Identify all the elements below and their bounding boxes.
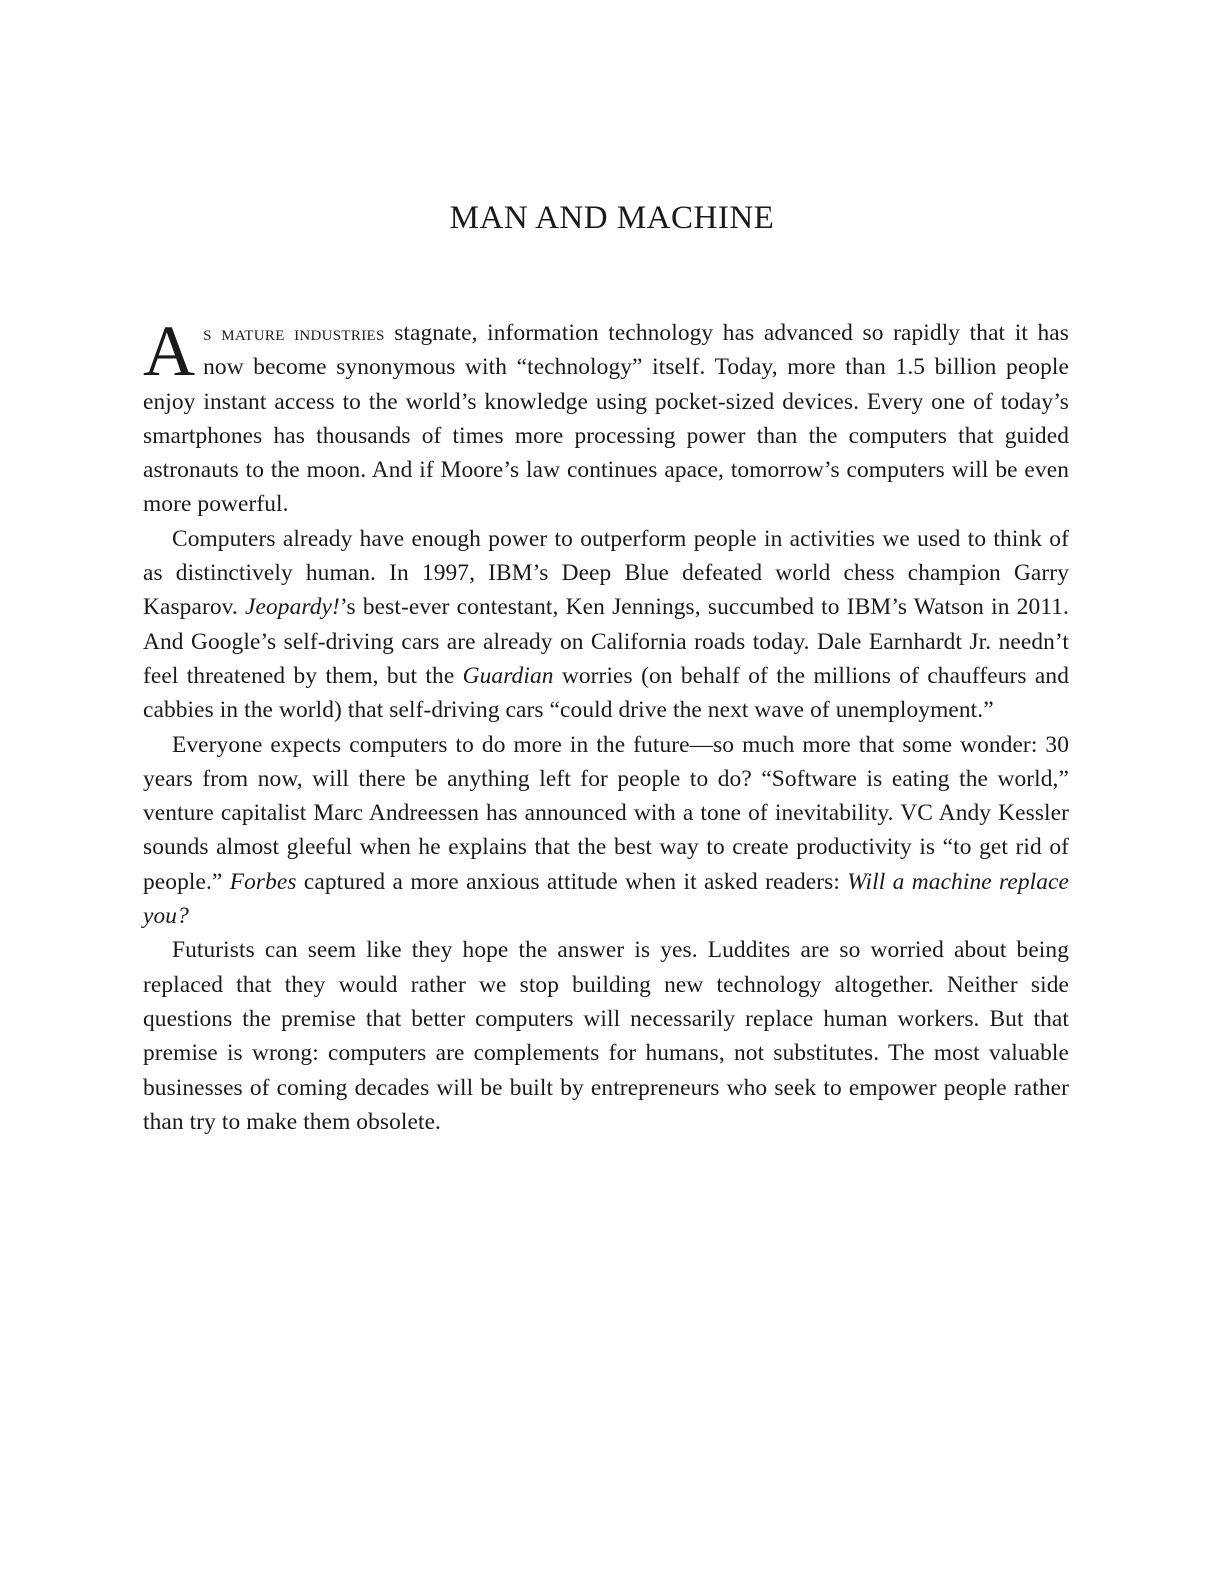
drop-cap: A <box>143 311 196 391</box>
paragraph-1-text: stagnate, information technology has advanced so rapidly that it has now become synonymous with “technology” itself. Today, more than 1.5 billion people enjoy instant access to the world’s knowledge using pocket-sized devices. Every one of today’s smartphones has thousands of times more processing power than the computers that guided astronauts to the moon. And if Moore’s law continues apace, tomorrow’s computers will be even more powerful. <box>143 320 1069 518</box>
paragraph-2-text-a: Computers already have enough power to outperform people in activities we used to think of as distinctively human. In 1997, IBM’s Deep Blue defeated world chess champion Garry Kasparov. <box>143 525 1069 621</box>
paragraph-2-text-c: worries (on behalf of the millions of chauffeurs and cabbies in the world) that self-driving cars “could drive the next wave of unemployment.” <box>143 662 1070 724</box>
paragraph-3-text-a: Everyone expects computers to do more in the future—so much more that some wonder: 30 years from now, will there be anything left for people to do? “Software is eating the world,” venture capitalist Marc Andreessen has announced with a tone of inevitability. VC Andy Kessler sounds almost gleeful when he explains that the best way to create productivity is “to get rid of people.” <box>143 731 1069 895</box>
paragraph-4-text: Futurists can seem like they hope the answer is yes. Luddites are so worried about being replaced that they would rather we stop building new technology altogether. Neither side questions the premise that better computers will necessarily replace human workers. But that premise is wrong: computers are complements for humans, not substitutes. The most valuable businesses of coming decades will be built by entrepreneurs who seek to empower people rather than try to make them obsolete. <box>143 937 1069 1135</box>
paragraph-3-italic-question: Will a machine replace you? <box>143 868 1070 930</box>
paragraph-2-italic-guardian: Guardian <box>462 662 554 689</box>
paragraph-4 <box>143 933 1069 1139</box>
lead-small-caps: s mature industries <box>203 320 385 345</box>
paragraph-2-text-b: ’s best-ever contestant, Ken Jennings, succumbed to IBM’s Watson in 2011. And Google’s self-driving cars are already on California roads today. Dale Earnhardt Jr. needn’t feel threatened by them, but the <box>143 594 1069 689</box>
paragraph-1 <box>143 311 1069 522</box>
chapter-title: MAN AND MACHINE <box>449 200 775 236</box>
paragraph-3-italic-forbes: Forbes <box>229 868 297 895</box>
paragraph-3-text-b: captured a more anxious attitude when it asked readers: <box>296 868 848 895</box>
paragraph-2-italic-jeopardy: Jeopardy! <box>245 594 340 621</box>
paragraph-2 <box>143 522 1069 728</box>
chapter-body <box>143 311 1070 1139</box>
paragraph-3 <box>143 728 1069 934</box>
